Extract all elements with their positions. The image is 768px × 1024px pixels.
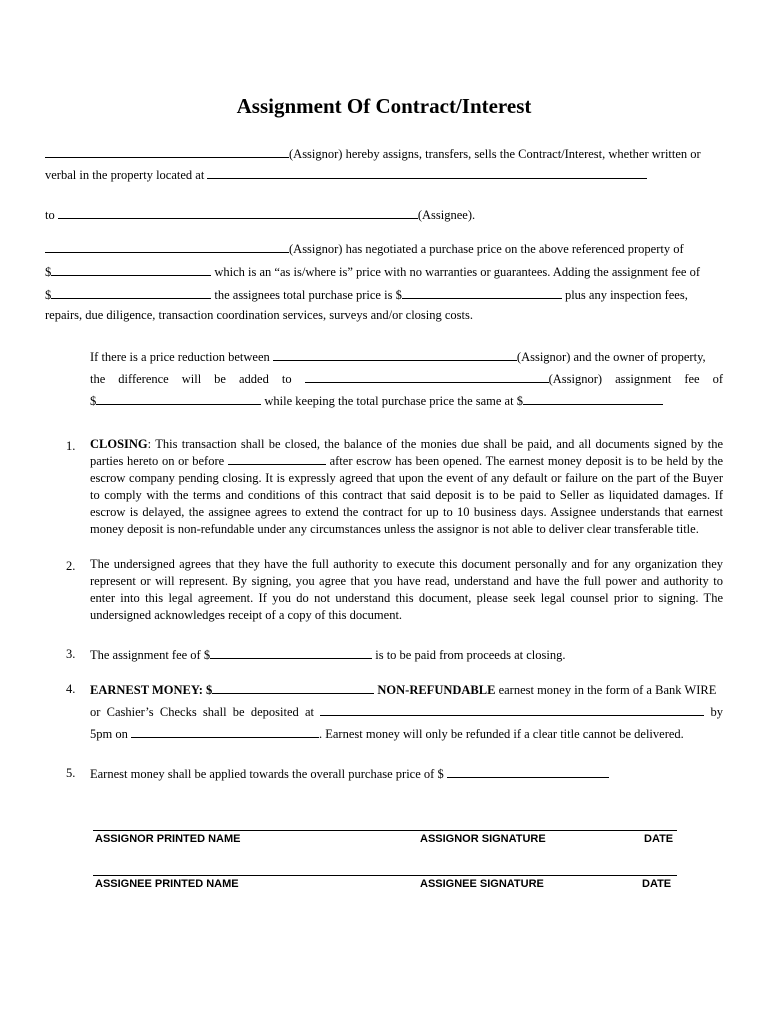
earnest-money-amount-blank[interactable] bbox=[212, 682, 374, 694]
assignee-signature-label: ASSIGNEE SIGNATURE bbox=[420, 878, 544, 890]
closing-date-blank[interactable] bbox=[228, 453, 326, 465]
overall-price-blank[interactable] bbox=[447, 766, 609, 778]
assignor-name-blank-2[interactable] bbox=[45, 241, 289, 253]
purchase-price-blank[interactable] bbox=[51, 264, 211, 276]
clause-5-text: Earnest money shall be applied towards the overall purchase price of $ bbox=[90, 766, 609, 781]
reduction-total-price-blank[interactable] bbox=[523, 393, 663, 405]
deposit-location-blank[interactable] bbox=[320, 704, 704, 716]
clause-3-text: The assignment fee of $ is to be paid from proceeds at closing. bbox=[90, 648, 566, 662]
document-title: Assignment Of Contract/Interest bbox=[236, 94, 532, 118]
intro-line-5: $ which is an “as is/where is” price with no warranties or guarantees. Adding the assignment fee of bbox=[45, 265, 700, 279]
deposit-date-blank[interactable] bbox=[131, 726, 319, 738]
clause-2-number: 2. bbox=[66, 559, 76, 573]
assignor-signature-label: ASSIGNOR SIGNATURE bbox=[420, 833, 546, 845]
reduction-line-1: If there is a price reduction between (Assignor) and the owner of property, bbox=[90, 350, 706, 364]
clause-3-number: 3. bbox=[66, 647, 76, 661]
intro-line-7: repairs, due diligence, transaction coordination services, surveys and/or closing costs. bbox=[45, 308, 474, 322]
total-purchase-price-blank[interactable] bbox=[402, 287, 562, 299]
clause-4-line-2: or Cashier’s Checks shall be deposited at by bbox=[90, 705, 724, 719]
assignor-date-label: DATE bbox=[644, 833, 674, 845]
intro-line-1: (Assignor) hereby assigns, transfers, sells the Contract/Interest, whether written or bbox=[45, 146, 701, 161]
clause-4-line-3: 5pm on . Earnest money will only be refunded if a clear title cannot be delivered. bbox=[90, 727, 684, 741]
clause-2-text: The undersigned agrees that they have the full authority to execute this document personally and for any organization they represent or will represent. By signing, you agree that you have read, understand and have the full power and authority to enter into this legal agreement. If you do not understand this document, please seek legal counsel prior to signing. The undersigned acknowledges receipt of a copy of this document. bbox=[90, 557, 723, 622]
assignee-date-label: DATE bbox=[642, 878, 672, 890]
clause-4-line-1: EARNEST MONEY: $ NON-REFUNDABLE earnest money in the form of a Bank WIRE bbox=[90, 683, 717, 697]
assignor-signature-line[interactable] bbox=[93, 830, 677, 831]
assignor-printed-name-label: ASSIGNOR PRINTED NAME bbox=[95, 833, 241, 845]
clause-5-number: 5. bbox=[66, 766, 76, 780]
reduction-fee-blank[interactable] bbox=[96, 393, 261, 405]
assignment-fee-closing-blank[interactable] bbox=[210, 647, 372, 659]
clause-1-text: CLOSING: This transaction shall be closed, the balance of the monies due shall be paid, and all documents signed by the parties hereto on or before after escrow has been opened. The earnest money deposit is to be held by the escrow company pending closing. It is expressly agreed that upon the event of any default or failure on the part of the Buyer to comply with the terms and conditions of this contract that said deposit is to be paid to Seller as liquidated damages. If escrow is delayed, the assignee agrees to extend the contract for up to 10 business days. Assignee understands that earnest money deposit is non-refundable under any circumstances unless the assignor is not able to deliver clear transferable title. bbox=[90, 437, 724, 536]
clause-4-number: 4. bbox=[66, 682, 76, 696]
reduction-line-2: the difference will be added to (Assignor) assignment fee of bbox=[90, 372, 724, 386]
clause-1-number: 1. bbox=[66, 439, 76, 453]
intro-line-4: (Assignor) has negotiated a purchase price on the above referenced property of bbox=[45, 241, 684, 256]
intro-line-2: verbal in the property located at bbox=[45, 167, 647, 182]
assignment-fee-blank[interactable] bbox=[51, 287, 211, 299]
assignee-signature-line[interactable] bbox=[93, 875, 677, 876]
assignor-name-blank[interactable] bbox=[45, 146, 289, 158]
reduction-added-to-blank[interactable] bbox=[305, 371, 549, 383]
reduction-line-3: $ while keeping the total purchase price the same at $ bbox=[90, 393, 663, 408]
reduction-assignor-blank[interactable] bbox=[273, 349, 517, 361]
intro-line-6: $ the assignees total purchase price is $ plus any inspection fees, bbox=[45, 288, 688, 302]
assignee-name-blank[interactable] bbox=[58, 207, 418, 219]
property-address-blank[interactable] bbox=[207, 167, 647, 179]
assignee-printed-name-label: ASSIGNEE PRINTED NAME bbox=[95, 878, 239, 890]
intro-line-3: to (Assignee). bbox=[45, 208, 476, 222]
